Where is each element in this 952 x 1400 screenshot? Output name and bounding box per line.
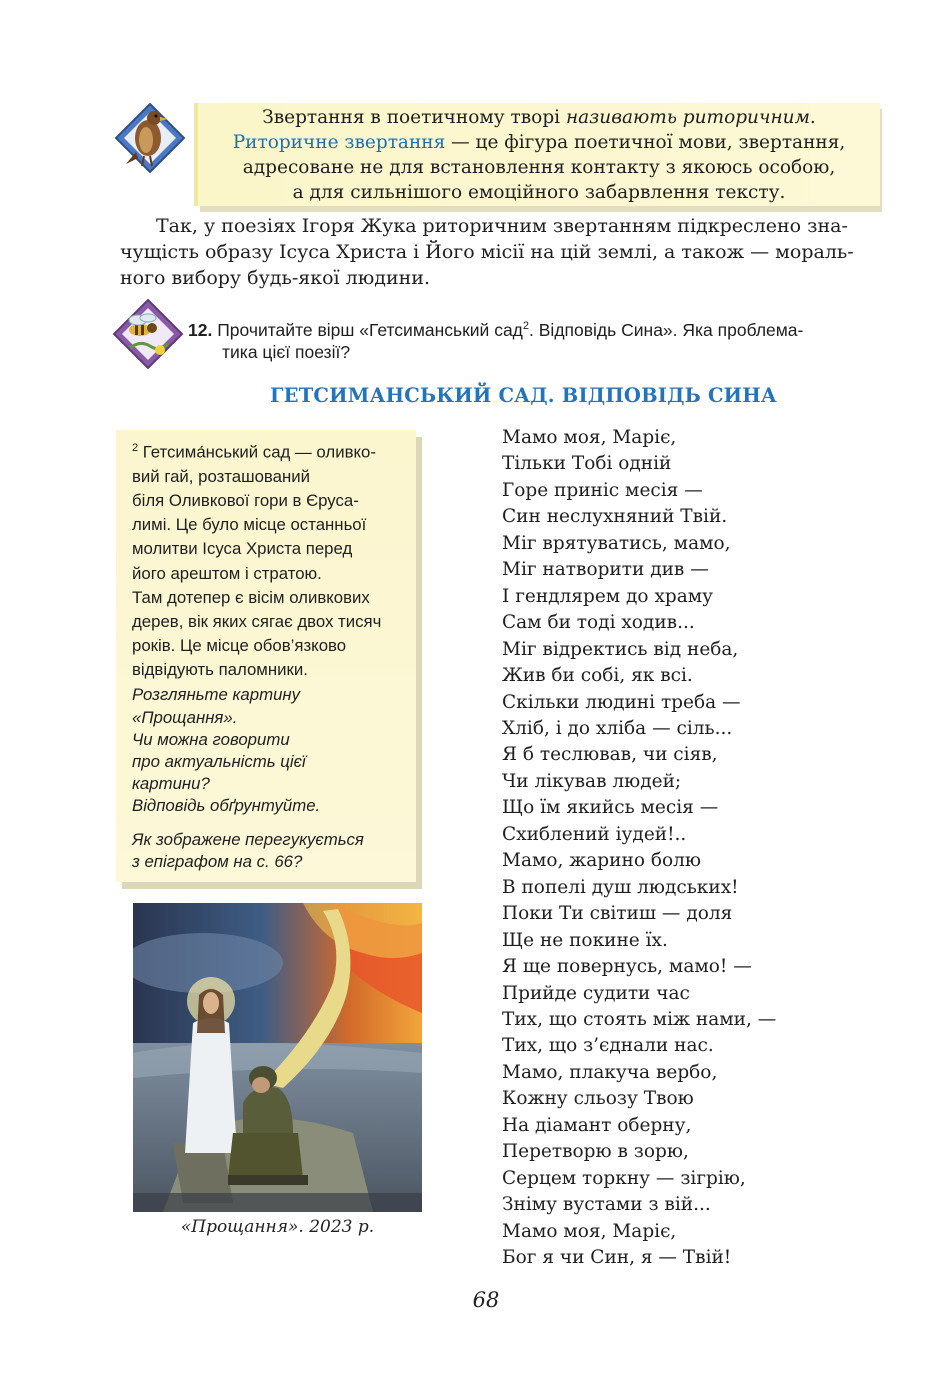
question-line: про актуальність цієї [132, 751, 306, 771]
definition-line2-rest: — це фігура поетичної мови, звертання, [445, 132, 846, 153]
painting-farewell [133, 903, 422, 1212]
poem-line: Міг врятуватись, мамо, [502, 532, 731, 554]
question-line: Відповідь обґрунтуйте. [132, 795, 321, 815]
question-line: «Прощання». [132, 707, 238, 727]
footnote-box [116, 430, 416, 882]
definition-italic-term: називають риторичним [565, 107, 810, 128]
footnote-line-text: Гетсима́нський сад — оливко- [138, 442, 376, 462]
poem-line: Мамо моя, Маріє, [502, 1220, 677, 1242]
poem-line: Чи лікував людей; [502, 770, 682, 792]
footnote-line: вий гай, розташований [132, 466, 310, 486]
poem-line: Ще не покине їх. [502, 929, 668, 951]
paragraph-line: Так, у поезіях Ігоря Жука риторичним звертанням підкреслено зна- [156, 215, 848, 237]
poem-line: Тих, що стоять між нами, — [502, 1008, 777, 1030]
poem-line: Міг натворити див — [502, 559, 709, 581]
poem-line: Жив би собі, як всі. [502, 665, 693, 687]
question-line: Чи можна говорити [132, 729, 290, 749]
definition-line-3: адресоване не для встановлення контакту з якоюсь особою, [242, 157, 836, 178]
question-line: картини? [132, 773, 210, 793]
poem-line: Я ще повернусь, мамо! — [502, 956, 752, 978]
poem-line: Поки Ти світиш — доля [502, 903, 733, 925]
poem-line: Схиблений іудей!.. [502, 823, 687, 845]
footnote-line: його арештом і стратою. [132, 563, 322, 583]
poem-line: Тих, що з’єднали нас. [502, 1035, 714, 1057]
definition-line-4: а для сильнішого емоційного забарвлення тексту. [292, 182, 786, 203]
poem-line: Прийде судити час [502, 982, 690, 1004]
paragraph-line: ного вибору будь-якої людини. [120, 267, 430, 289]
bird-icon [112, 100, 188, 176]
painting-caption: «Прощання». 2023 р. [180, 1217, 375, 1237]
poem-line: І гендлярем до храму [502, 585, 714, 607]
question-line: Як зображене перегукується [132, 829, 364, 849]
task-line-1 [188, 315, 868, 341]
poem-line: Сам би тоді ходив... [502, 612, 695, 634]
poem-line: Син неслухняний Твій. [502, 506, 728, 528]
task-text-part: . Відповідь Сина». Яка проблема- [529, 319, 804, 340]
footnote-line: відвідують паломники. [132, 660, 308, 680]
poem-line: Тільки Тобі одній [502, 453, 672, 475]
footnote-line: дерев, вік яких сягає двох тисяч [132, 612, 382, 632]
poem-line: Мамо моя, Маріє, [502, 427, 677, 448]
footnote-line: років. Це місце обов’язково [132, 636, 347, 656]
task-text-part: Прочитайте вірш «Гетсиманський сад [212, 319, 523, 340]
poem-line: Хліб, і до хліба — сіль... [502, 717, 733, 739]
definition-line1-start: Звертання в поетичному творі [262, 107, 566, 128]
definition-term: Риторичне звертання [232, 132, 446, 153]
definition-box [194, 103, 880, 206]
question-line: з епіграфом на с. 66? [132, 851, 303, 871]
poem-line: Перетворю в зорю, [502, 1141, 689, 1163]
poem-line: Кожну сльозу Твою [502, 1088, 694, 1110]
footnote-ref: 2 [522, 320, 530, 332]
paragraph-line: чущість образу Ісуса Христа і Його місії на цій землі, а також — мораль- [120, 241, 854, 263]
poem-text [502, 425, 922, 1272]
bee-icon [110, 296, 186, 372]
poem-line: Міг відректись від неба, [502, 638, 739, 660]
poem-line: Зніму вустами з вій... [502, 1194, 711, 1216]
definition-line1-end: . [809, 107, 816, 128]
poem-line: Я б теслював, чи сіяв, [502, 744, 718, 766]
footnote-line [116, 436, 416, 465]
footnote-number: 2 [132, 442, 139, 454]
poem-line: Що їм якийсь месія — [502, 797, 719, 819]
footnote-line: молитви Ісуса Христа перед [132, 539, 353, 559]
task-12 [188, 315, 868, 363]
poem-line: Мамо, плакуча вербо, [502, 1061, 718, 1083]
poem-line: В попелі душ людських! [502, 876, 739, 898]
body-paragraph [120, 213, 880, 291]
poem-line: Мамо, жарино болю [502, 850, 701, 872]
poem-title: ГЕТСИМАНСЬКИЙ САД. ВІДПОВІДЬ СИНА [270, 384, 777, 407]
footnote-line: біля Оливкової гори в Єруса- [132, 491, 359, 510]
poem-line: На діамант оберну, [502, 1114, 692, 1136]
task-number: 12. [188, 319, 213, 340]
task-line-2: тика цієї поезії? [222, 341, 351, 362]
footnote-line: лимі. Це було місце останньої [132, 515, 367, 535]
definition-line-2 [198, 130, 880, 155]
poem-line: Скільки людині треба — [502, 691, 741, 713]
page-number: 68 [472, 1288, 500, 1312]
question-line: Розгляньте картину [132, 684, 301, 704]
poem-line: Горе приніс месія — [502, 479, 703, 501]
poem-line: Бог я чи Син, я — Твій! [502, 1247, 732, 1269]
poem-line: Серцем торкну — зігрію, [502, 1167, 746, 1189]
footnote-line: Там дотепер є вісім оливкових [132, 587, 370, 607]
definition-line-1 [198, 103, 880, 130]
